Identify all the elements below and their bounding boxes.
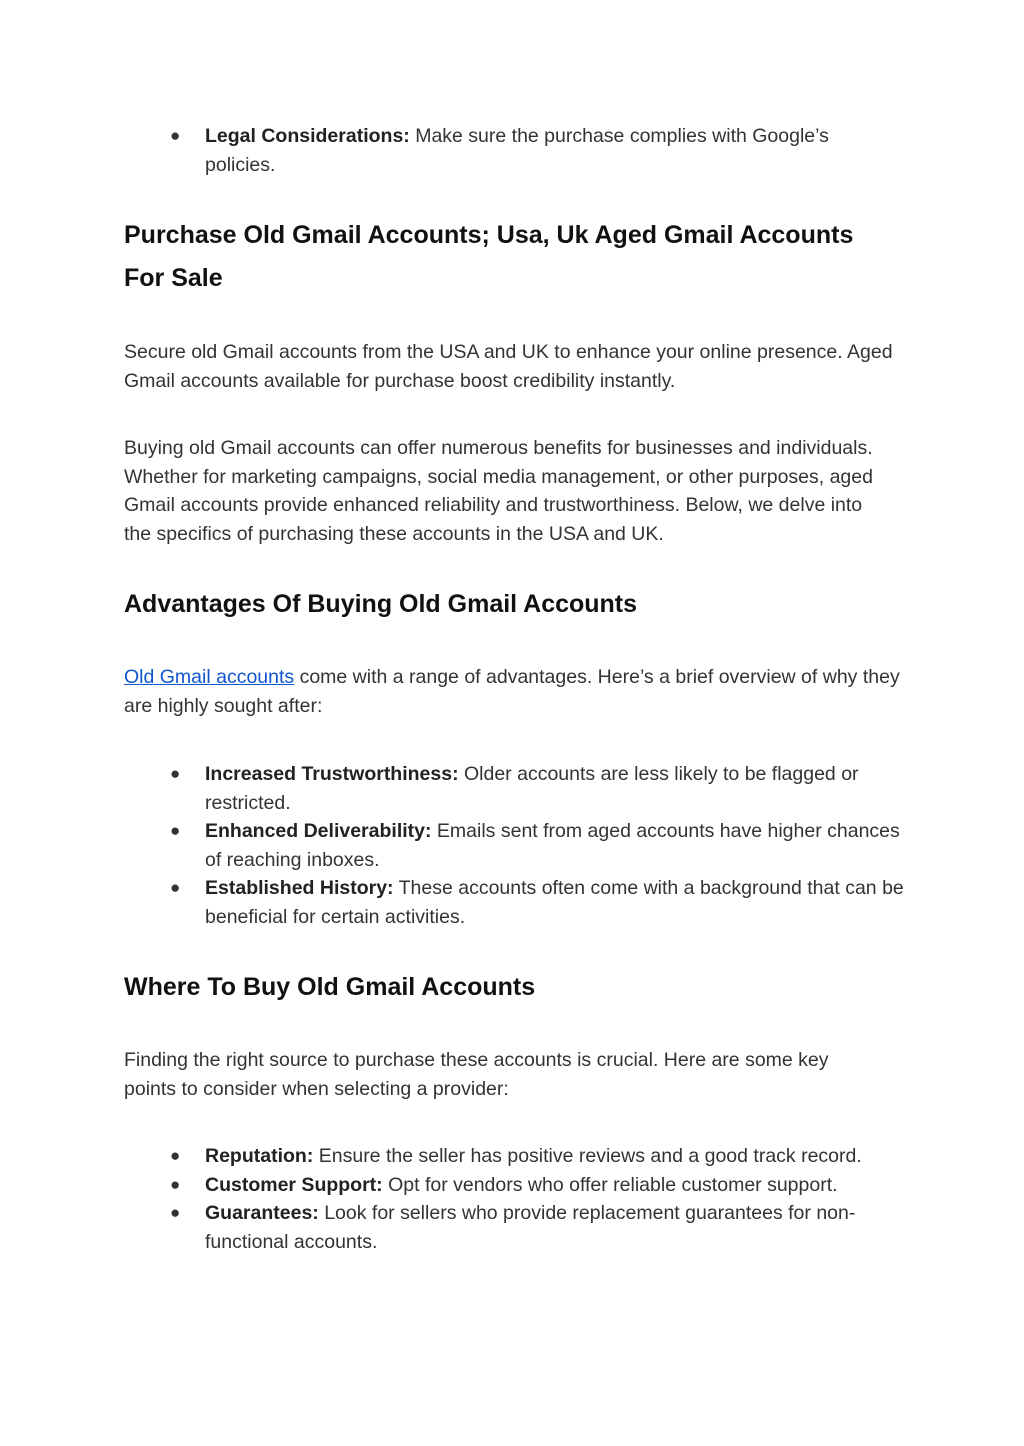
list-item [124, 874, 904, 931]
bullet-icon: ● [170, 878, 181, 897]
bullet-icon: ● [170, 1203, 181, 1222]
list-item [124, 817, 904, 874]
bullet-icon: ● [170, 821, 181, 840]
section-heading-where-to-buy: Where To Buy Old Gmail Accounts [124, 973, 536, 1001]
list-item-text: Make sure the purchase complies with Google’s policies. [205, 125, 829, 176]
benefits-paragraph: Buying old Gmail accounts can offer numerous benefits for businesses and individuals. Whether for marketing campaigns, social media management, or other purposes, aged Gmail accounts provide enhanced reliability and trustworthiness. Below, we delve into the specifics of purchasing these accounts in the USA and UK. [124, 437, 873, 545]
where-to-buy-paragraph: Finding the right source to purchase these accounts is crucial. Here are some key points to consider when selecting a provider: [124, 1049, 829, 1100]
bullet-icon: ● [170, 764, 181, 783]
list-item [124, 1171, 904, 1200]
list-item [124, 760, 904, 817]
list-item-label: Guarantees: [205, 1202, 319, 1224]
list-item-label: Increased Trustworthiness: [205, 763, 459, 785]
list-item-text: Older accounts are less likely to be flagged or restricted. [205, 763, 859, 814]
advantages-paragraph-text: come with a range of advantages. Here’s a brief overview of why they are highly sought after: [124, 666, 900, 717]
intro-paragraph: Secure old Gmail accounts from the USA and UK to enhance your online presence. Aged Gmail accounts available for purchase boost credibility instantly. [124, 341, 893, 392]
bullet-icon: ● [170, 1146, 181, 1165]
list-item-text: Look for sellers who provide replacement guarantees for non-functional accounts. [205, 1202, 856, 1253]
section-heading-purchase: Purchase Old Gmail Accounts; Usa, Uk Aged Gmail Accounts For Sale [124, 221, 854, 292]
legal-list [124, 122, 904, 179]
list-item-text: These accounts often come with a background that can be beneficial for certain activities. [205, 877, 904, 928]
section-heading-advantages: Advantages Of Buying Old Gmail Accounts [124, 590, 638, 618]
list-item-label: Established History: [205, 877, 394, 899]
old-gmail-accounts-link[interactable]: Old Gmail accounts [124, 666, 295, 688]
list-item-label: Enhanced Deliverability: [205, 820, 432, 842]
bullet-icon: ● [170, 126, 181, 145]
list-item [124, 1142, 904, 1171]
list-item-text: Emails sent from aged accounts have higher chances of reaching inboxes. [205, 820, 900, 871]
list-item-label: Legal Considerations: [205, 125, 410, 147]
list-item-label: Reputation: [205, 1145, 314, 1167]
list-item [124, 122, 904, 179]
list-item-text: Opt for vendors who offer reliable customer support. [382, 1173, 838, 1196]
bullet-icon: ● [170, 1174, 181, 1194]
advantages-list [124, 760, 904, 931]
list-item-label: Customer Support: [205, 1173, 383, 1196]
advantages-paragraph [124, 663, 904, 720]
list-item-text: Ensure the seller has positive reviews and a good track record. [313, 1145, 862, 1167]
provider-criteria-list [124, 1142, 904, 1256]
list-item [124, 1199, 904, 1256]
